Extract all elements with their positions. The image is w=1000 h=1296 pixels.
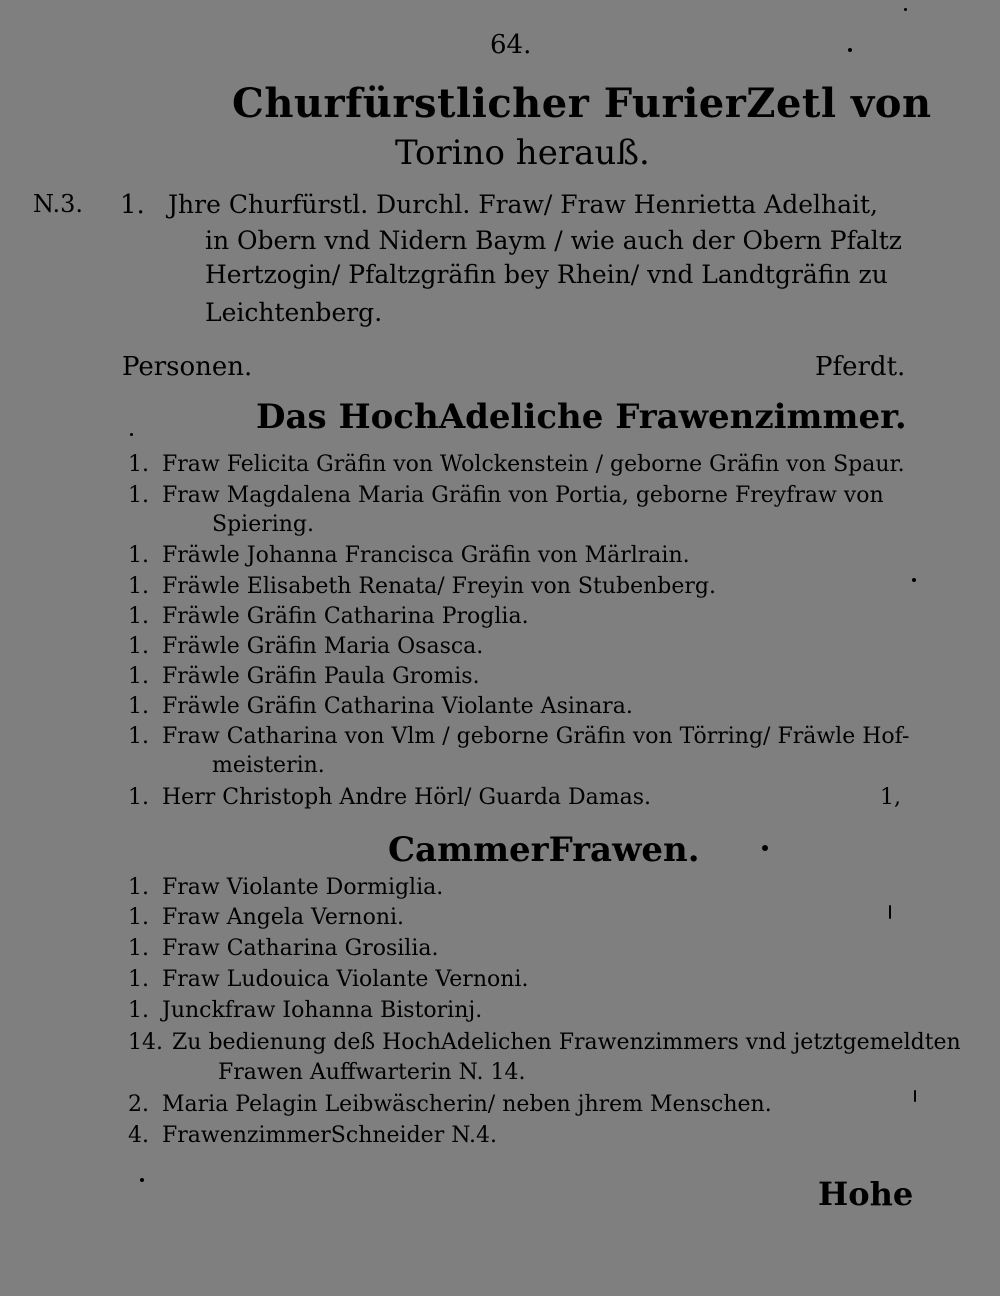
scan-speck — [130, 433, 133, 436]
column-header-pferdt: Pferdt. — [815, 352, 906, 382]
count: 1. — [128, 998, 149, 1023]
item-text: Herr Christoph Andre Hörl/ Guarda Damas. — [162, 785, 652, 810]
entry-number: 1. — [120, 190, 145, 220]
item-text: Fräwle Johanna Francisca Gräfin von Märlrain. — [162, 543, 690, 568]
item-text: Fraw Felicita Gräfin von Wolckenstein / geborne Gräfin von Spaur. — [162, 452, 905, 477]
section-heading-cammerfrawen: CammerFrawen. — [388, 830, 700, 870]
list-item — [0, 483, 1000, 513]
list-item — [0, 634, 1000, 664]
horse-count: 1, — [880, 785, 901, 810]
scan-speck — [762, 845, 768, 851]
count: 1. — [128, 694, 149, 719]
count: 1. — [128, 967, 149, 992]
item-text: Frawen Auffwarterin N. 14. — [218, 1060, 526, 1085]
list-item-continuation — [0, 753, 1000, 783]
entry-line: Leichtenberg. — [205, 298, 383, 327]
list-item — [0, 452, 1000, 482]
page-number: 64. — [490, 30, 532, 60]
item-text: Fräwle Gräfin Catharina Proglia. — [162, 604, 529, 629]
title-line-1: Churfürstlicher FurierZetl von — [232, 80, 932, 127]
list-item — [0, 604, 1000, 634]
list-item — [0, 724, 1000, 754]
section-heading-frawenzimmer: Das HochAdeliche Frawenzimmer. — [256, 397, 907, 437]
count: 4. — [128, 1123, 149, 1148]
scan-speck — [914, 1090, 916, 1102]
count: 1. — [128, 604, 149, 629]
scan-speck — [848, 48, 852, 52]
count: 1. — [128, 452, 149, 477]
count: 1. — [128, 483, 149, 508]
entry-marker: N.3. — [33, 190, 83, 218]
item-text: Fraw Ludouica Violante Vernoni. — [162, 967, 529, 992]
item-text: Fraw Magdalena Maria Gräfin von Portia, geborne Freyfraw von — [162, 483, 884, 508]
count: 14. — [128, 1030, 163, 1055]
title-line-2: Torino herauß. — [395, 133, 650, 173]
list-item — [0, 664, 1000, 694]
list-item — [0, 543, 1000, 573]
list-item — [0, 1123, 1000, 1153]
item-text: meisterin. — [212, 753, 325, 778]
count: 2. — [128, 1092, 149, 1117]
list-item-continuation — [0, 1060, 1000, 1090]
list-item — [0, 905, 1000, 935]
count: 1. — [128, 905, 149, 930]
list-item — [0, 967, 1000, 997]
item-text: Zu bedienung deß HochAdelichen Frawenzimmers vnd jetztgemeldten — [172, 1030, 961, 1055]
count: 1. — [128, 634, 149, 659]
item-text: Fräwle Gräfin Catharina Violante Asinara. — [162, 694, 633, 719]
list-item — [0, 785, 1000, 815]
count: 1. — [128, 664, 149, 689]
scan-speck — [912, 578, 916, 582]
item-text: Fraw Catharina von Vlm / geborne Gräfin von Törring/ Fräwle Hof- — [162, 724, 910, 749]
list-item — [0, 1092, 1000, 1122]
count: 1. — [128, 875, 149, 900]
list-item-continuation — [0, 512, 1000, 542]
entry-line: in Obern vnd Nidern Baym / wie auch der Obern Pfaltz — [205, 226, 902, 255]
catchword: Hohe — [818, 1175, 914, 1213]
list-item — [0, 998, 1000, 1028]
count: 1. — [128, 785, 149, 810]
list-item — [0, 1030, 1000, 1060]
item-text: Maria Pelagin Leibwäscherin/ neben jhrem Menschen. — [162, 1092, 772, 1117]
item-text: Fraw Angela Vernoni. — [162, 905, 405, 930]
item-text: Fräwle Gräfin Paula Gromis. — [162, 664, 480, 689]
list-item — [0, 574, 1000, 604]
list-item — [0, 875, 1000, 905]
item-text: Fraw Violante Dormiglia. — [162, 875, 444, 900]
count: 1. — [128, 543, 149, 568]
item-text: Fraw Catharina Grosilia. — [162, 936, 439, 961]
item-text: Fräwle Elisabeth Renata/ Freyin von Stubenberg. — [162, 574, 716, 599]
count: 1. — [128, 574, 149, 599]
list-item — [0, 936, 1000, 966]
entry-line: Jhre Churfürstl. Durchl. Fraw/ Fraw Henrietta Adelhait, — [168, 190, 878, 219]
item-text: Spiering. — [212, 512, 315, 537]
scan-speck — [889, 905, 891, 919]
column-header-personen: Personen. — [122, 352, 253, 382]
scan-speck — [140, 1178, 144, 1182]
entry-line: Hertzogin/ Pfaltzgräfin bey Rhein/ vnd Landtgräfin zu — [205, 260, 888, 289]
item-text: FrawenzimmerSchneider N.4. — [162, 1123, 498, 1148]
list-item — [0, 694, 1000, 724]
count: 1. — [128, 724, 149, 749]
count: 1. — [128, 936, 149, 961]
item-text: Fräwle Gräfin Maria Osasca. — [162, 634, 484, 659]
scan-speck — [904, 8, 907, 11]
item-text: Junckfraw Iohanna Bistorinj. — [162, 998, 483, 1023]
